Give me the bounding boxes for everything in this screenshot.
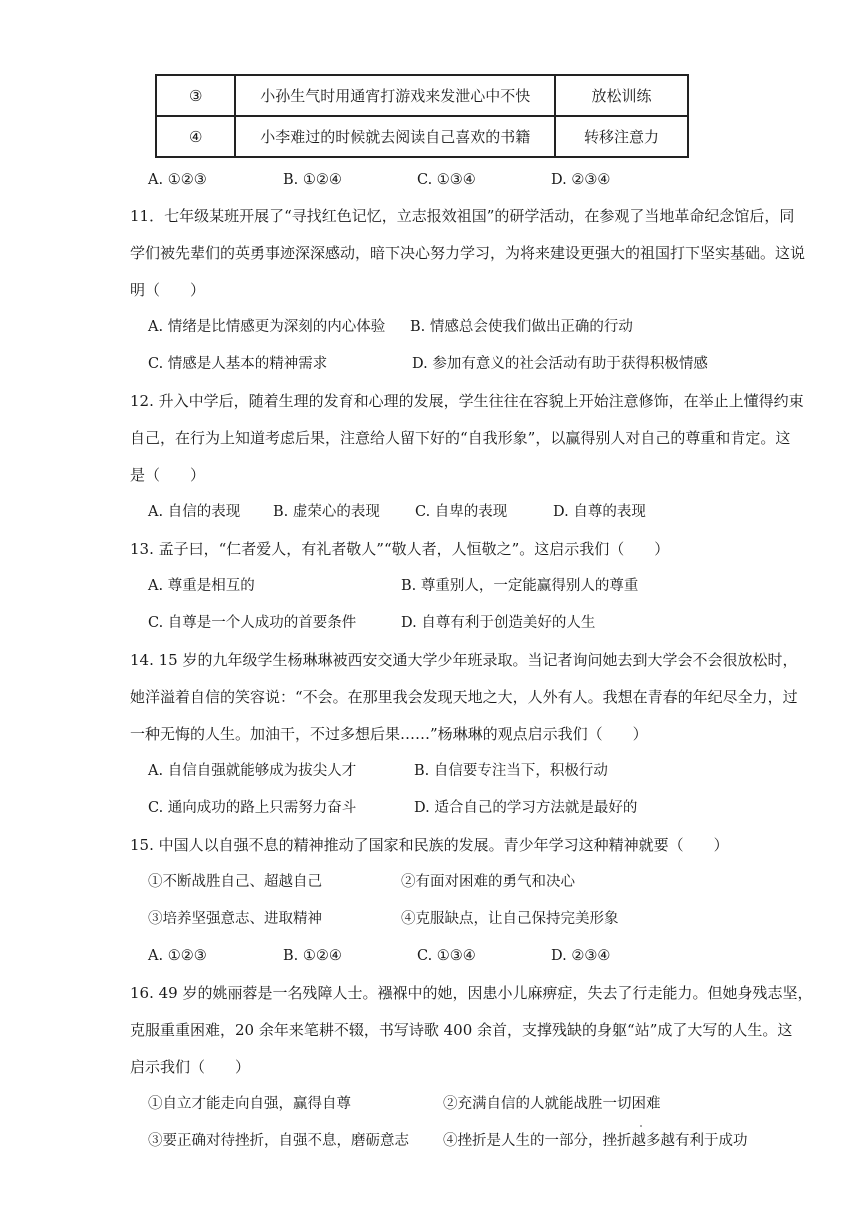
row-method: 转移注意力 — [555, 116, 688, 157]
row-method: 放松训练 — [555, 75, 688, 116]
row-number: ④ — [156, 116, 235, 157]
q10-option-c: C. ①③④ — [417, 172, 476, 188]
q12-option-c: C. 自卑的表现 — [415, 504, 508, 520]
q15-stem-line: 15. 中国人以自强不息的精神推动了国家和民族的发展。青少年学习这种精神就要（ ） — [130, 836, 729, 854]
q16-item: ③要正确对待挫折，自强不息，磨砺意志 — [148, 1133, 409, 1149]
row-description: 小孙生气时用通宵打游戏来发泄心中不快 — [235, 75, 554, 116]
q16-stem-line: 启示我们（ ） — [130, 1058, 251, 1076]
q13-stem-line: 13. 孟子曰，“仁者爱人，有礼者敬人”“敬人者，人恒敬之”。这启示我们（ ） — [130, 540, 670, 558]
q16-stem-line: 16. 49 岁的姚丽蓉是一名残障人士。襁褓中的她，因患小儿麻痹症，失去了行走能力。但她身残志坚， — [130, 984, 813, 1002]
q15-item: ④克服缺点，让自己保持完美形象 — [401, 911, 619, 927]
q11-stem-line: 学们被先辈们的英勇事迹深深感动，暗下决心努力学习，为将来建设更强大的祖国打下坚实基础。这说 — [130, 244, 806, 262]
q11-stem-line: 明（ ） — [130, 281, 206, 299]
q15-item: ③培养坚强意志、进取精神 — [148, 911, 322, 927]
scan-speck — [640, 1125, 642, 1127]
q12-option-d: D. 自尊的表现 — [553, 504, 646, 520]
q14-stem-line: 一种无悔的人生。加油干，不过多想后果……”杨琳琳的观点启示我们（ ） — [130, 725, 648, 743]
q10-option-a: A. ①②③ — [148, 172, 207, 188]
q16-item: ①自立才能走向自强，赢得自尊 — [148, 1096, 351, 1112]
q14-stem-line: 她洋溢着自信的笑容说：“不会。在那里我会发现天地之大，人外有人。我想在青春的年纪尽全力，过 — [130, 688, 798, 706]
q15-option-b: B. ①②④ — [283, 948, 342, 964]
row-number: ③ — [156, 75, 235, 116]
row-description: 小李难过的时候就去阅读自己喜欢的书籍 — [235, 116, 554, 157]
q14-stem-line: 14. 15 岁的九年级学生杨琳琳被西安交通大学少年班录取。当记者询问她去到大学会不会很放松时， — [130, 651, 798, 669]
q13-option-c: C. 自尊是一个人成功的首要条件 — [148, 615, 357, 631]
q16-stem-line: 克服重重困难，20 余年来笔耕不辍，书写诗歌 400 余首，支撑残缺的身躯“站”成了大写的人生。这 — [130, 1021, 793, 1039]
q12-stem-line: 自己，在行为上知道考虑后果，注意给人留下好的“自我形象”，以赢得别人对自己的尊重和肯定。这 — [130, 429, 791, 447]
q11-option-c: C. 情感是人基本的精神需求 — [148, 356, 328, 372]
q13-option-b: B. 尊重别人，一定能赢得别人的尊重 — [401, 578, 639, 594]
q15-option-d: D. ②③④ — [551, 948, 611, 964]
q15-item: ②有面对困难的勇气和决心 — [401, 874, 575, 890]
q12-option-b: B. 虚荣心的表现 — [273, 504, 380, 520]
q12-stem-line: 12. 升入中学后，随着生理的发育和心理的发展，学生往往在容貌上开始注意修饰，在举止上懂得约束 — [130, 392, 804, 410]
q14-option-c: C. 通向成功的路上只需努力奋斗 — [148, 800, 357, 816]
q11-option-d: D. 参加有意义的社会活动有助于获得积极情感 — [412, 356, 708, 372]
q15-option-a: A. ①②③ — [148, 948, 207, 964]
table-row — [156, 75, 688, 116]
q12-option-a: A. 自信的表现 — [148, 504, 241, 520]
q16-item: ④挫折是人生的一部分，挫折越多越有利于成功 — [443, 1133, 748, 1149]
q15-option-c: C. ①③④ — [417, 948, 476, 964]
q13-option-a: A. 尊重是相互的 — [148, 578, 255, 594]
q10-option-d: D. ②③④ — [551, 172, 611, 188]
q14-option-b: B. 自信要专注当下，积极行动 — [414, 763, 608, 779]
case-table — [155, 74, 689, 158]
q13-option-d: D. 自尊有利于创造美好的人生 — [401, 615, 596, 631]
q11-option-a: A. 情绪是比情感更为深刻的内心体验 — [148, 319, 386, 335]
table-row — [156, 116, 688, 157]
q14-option-d: D. 适合自己的学习方法就是最好的 — [414, 800, 638, 816]
q11-option-b: B. 情感总会使我们做出正确的行动 — [410, 319, 633, 335]
q10-option-b: B. ①②④ — [283, 172, 342, 188]
q11-stem-line: 11．七年级某班开展了“寻找红色记忆，立志报效祖国”的研学活动，在参观了当地革命纪念馆后，同 — [130, 207, 795, 225]
q14-option-a: A. 自信自强就能够成为拔尖人才 — [148, 763, 357, 779]
q12-stem-line: 是（ ） — [130, 466, 206, 484]
q15-item: ①不断战胜自己、超越自己 — [148, 874, 322, 890]
q16-item: ②充满自信的人就能战胜一切困难 — [443, 1096, 661, 1112]
